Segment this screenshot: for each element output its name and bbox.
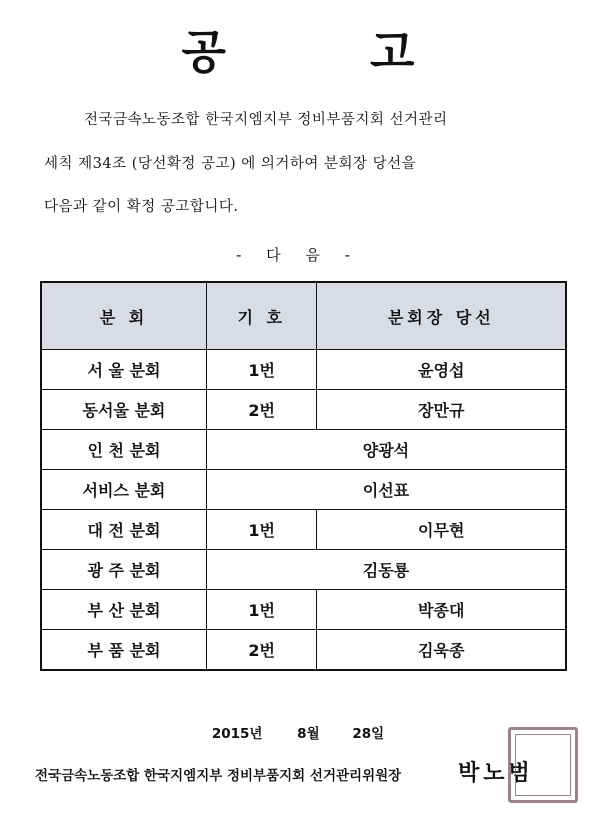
date-month: 8월 — [297, 726, 320, 742]
results-table — [40, 281, 567, 671]
page-title: 공 고 — [181, 25, 479, 79]
number-cell: 1번 — [206, 590, 317, 630]
name-cell: 박종대 — [317, 590, 566, 630]
chair-name: 박노범 — [458, 761, 534, 786]
number-cell: 2번 — [206, 390, 317, 430]
number-cell: 1번 — [206, 510, 317, 550]
table-row — [41, 630, 566, 671]
branch-cell: 부 품 분회 — [41, 630, 206, 671]
branch-cell: 광 주 분회 — [41, 550, 206, 590]
table-row — [41, 590, 566, 630]
branch-cell: 인 천 분회 — [41, 430, 206, 470]
announcement-date — [0, 722, 596, 742]
body-line-2: 세칙 제34조 (당선확정 공고) 에 의거하여 분회장 당선을 — [44, 156, 417, 172]
branch-cell: 대 전 분회 — [41, 510, 206, 550]
date-day: 28일 — [352, 726, 385, 742]
table-header-row — [41, 282, 566, 350]
header-elected: 분회장 당선 — [317, 282, 566, 350]
body-line-1: 전국금속노동조합 한국지엠지부 정비부품지회 선거관리 — [84, 112, 448, 128]
date-year: 2015년 — [211, 726, 263, 742]
header-branch: 분 회 — [41, 282, 206, 350]
header-number: 기 호 — [206, 282, 317, 350]
table-row — [41, 350, 566, 390]
body-line-3: 다음과 같이 확정 공고합니다. — [44, 199, 239, 215]
name-cell: 장만규 — [317, 390, 566, 430]
table-row — [41, 550, 566, 590]
table-row — [41, 470, 566, 510]
name-cell: 이무현 — [317, 510, 566, 550]
table-row — [41, 430, 566, 470]
section-marker: - 다 음 - — [235, 246, 361, 264]
number-cell: 1번 — [206, 350, 317, 390]
name-cell: 김욱종 — [317, 630, 566, 671]
footer-organization: 전국금속노동조합 한국지엠지부 정비부품지회 선거관리위원장 — [35, 768, 402, 784]
table-row — [41, 510, 566, 550]
name-cell: 양광석 — [206, 430, 566, 470]
table-row — [41, 390, 566, 430]
branch-cell: 서비스 분회 — [41, 470, 206, 510]
branch-cell: 동서울 분회 — [41, 390, 206, 430]
name-cell: 이선표 — [206, 470, 566, 510]
branch-cell: 서 울 분회 — [41, 350, 206, 390]
branch-cell: 부 산 분회 — [41, 590, 206, 630]
official-seal-icon — [508, 727, 578, 803]
name-cell: 김동룡 — [206, 550, 566, 590]
number-cell: 2번 — [206, 630, 317, 671]
name-cell: 윤영섭 — [317, 350, 566, 390]
